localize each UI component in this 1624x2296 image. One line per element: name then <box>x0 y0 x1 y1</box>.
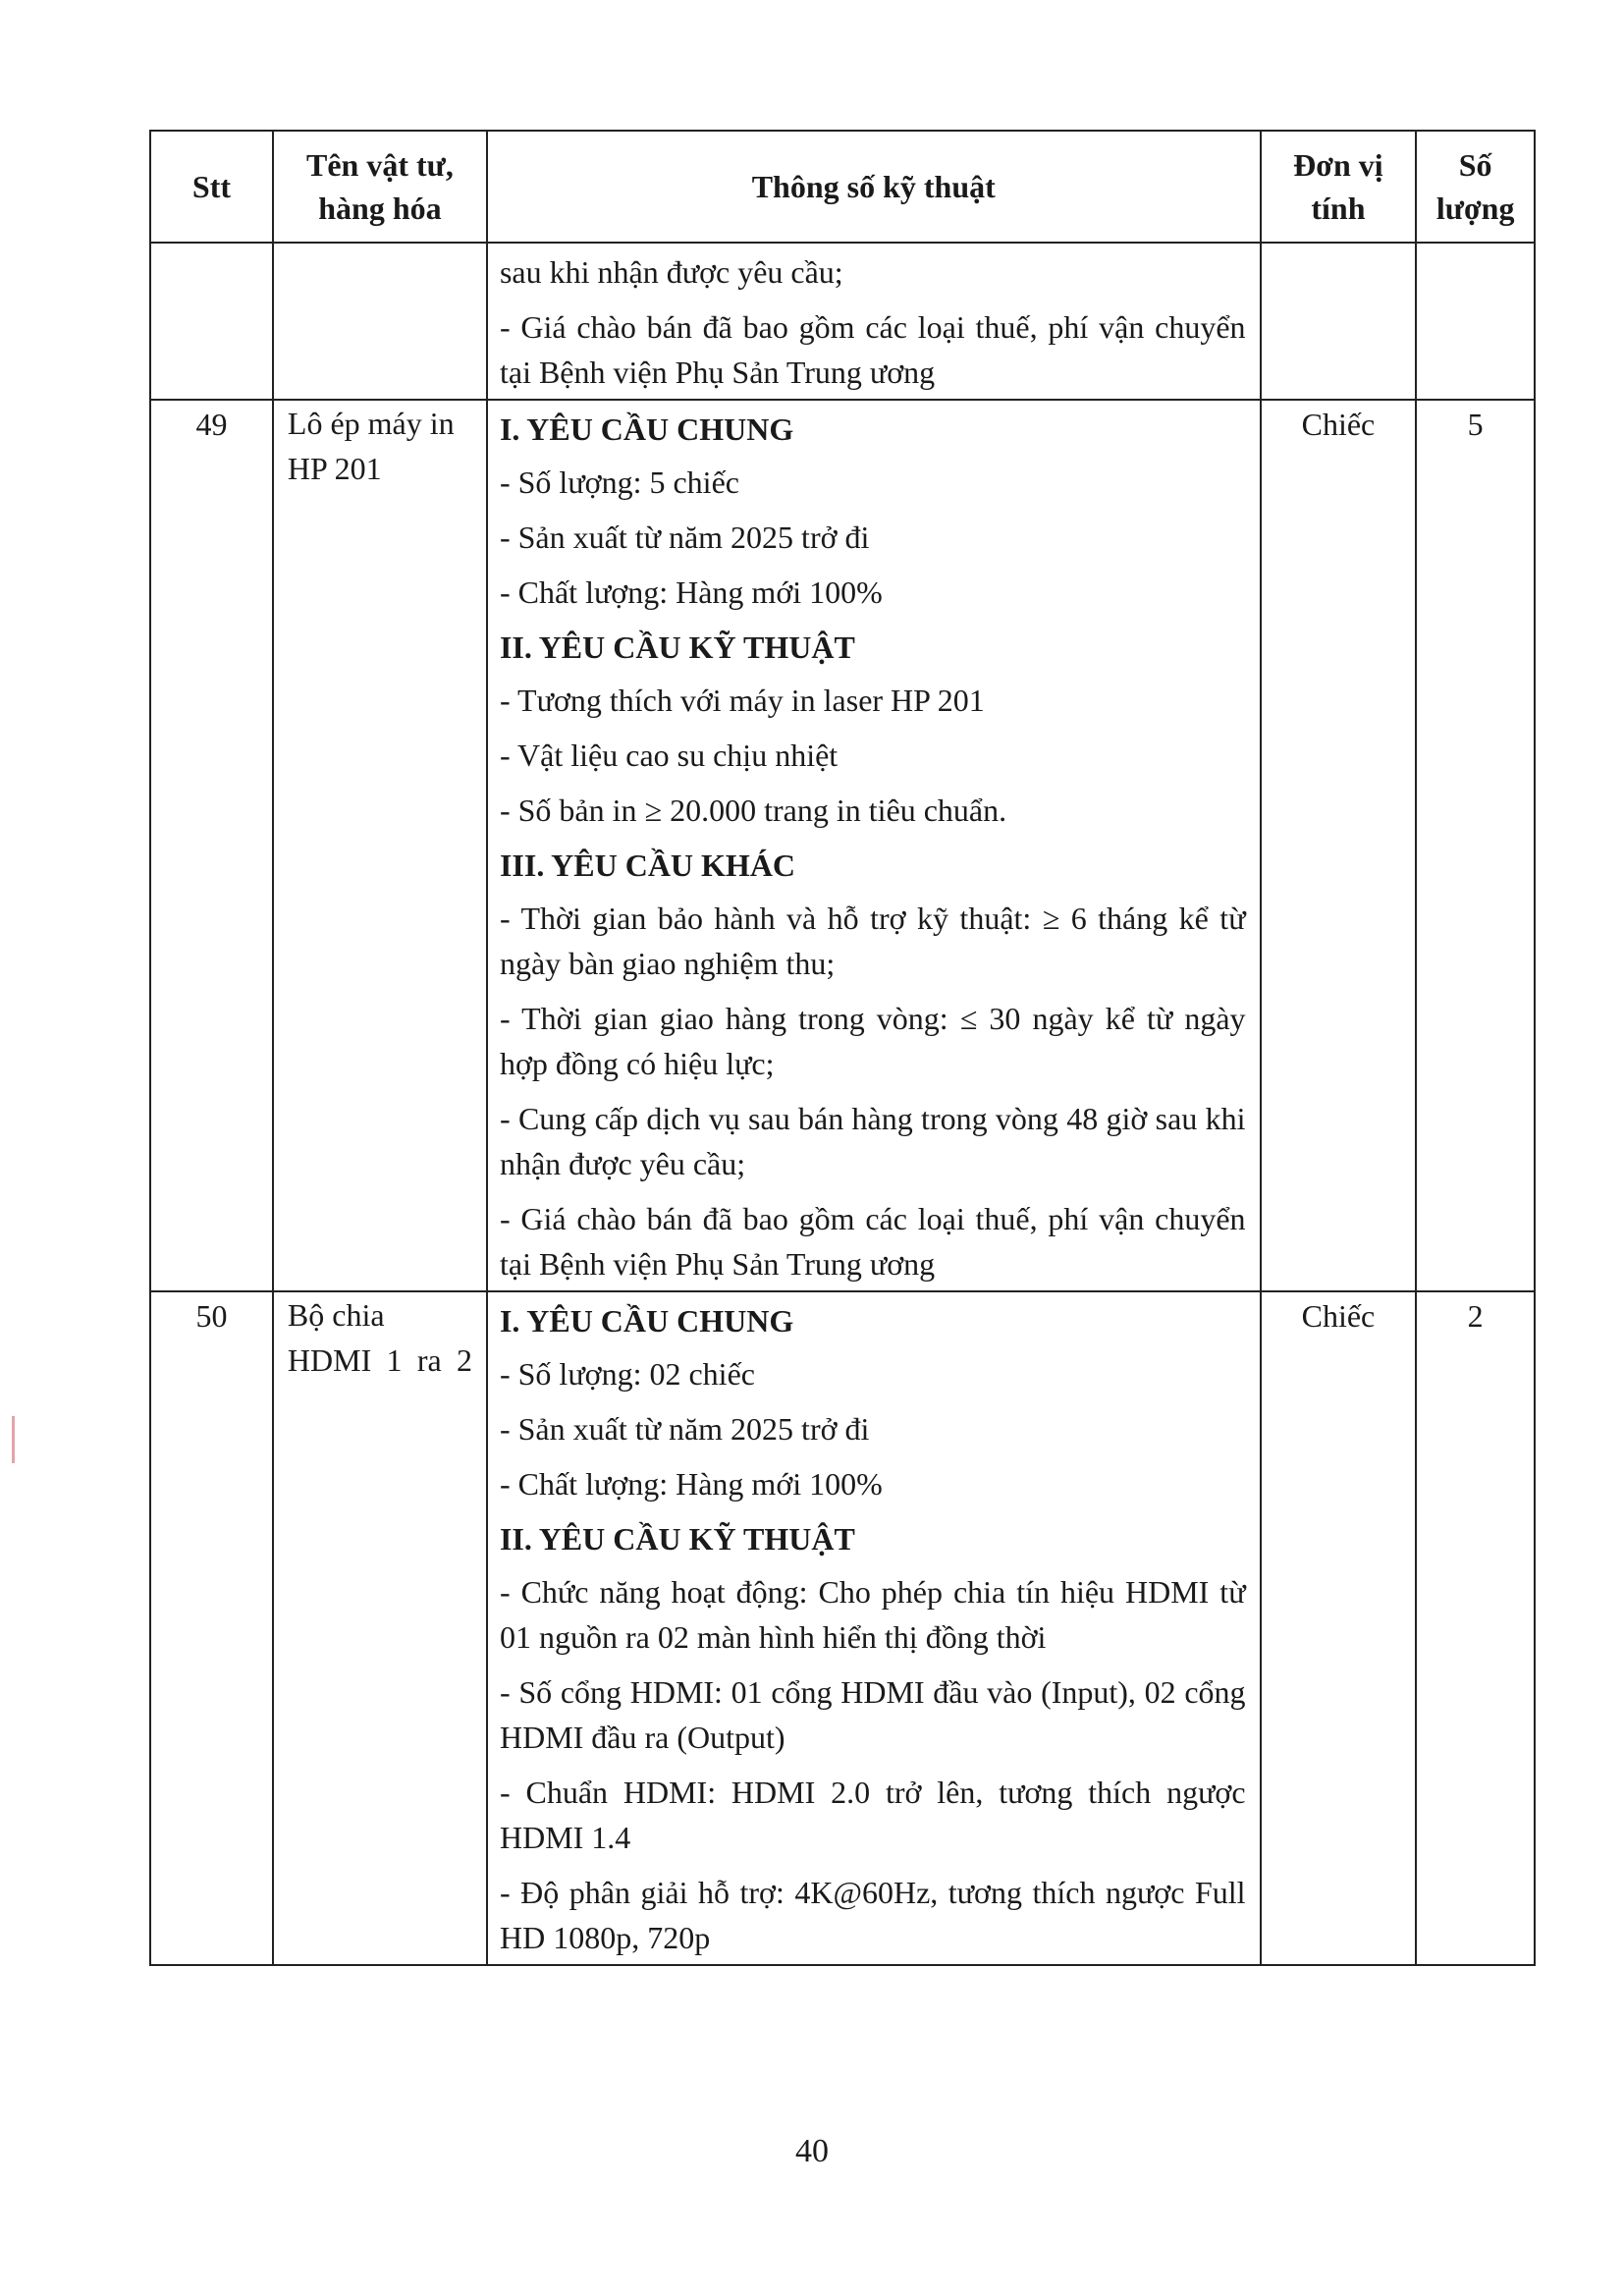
spec-line: - Chuẩn HDMI: HDMI 2.0 trở lên, tương thích ngược HDMI 1.4 <box>499 1775 1246 1855</box>
row-name: Lô ép máy in HP 201 <box>273 400 487 1291</box>
spec-line: - Sản xuất từ năm 2025 trở đi <box>499 519 870 555</box>
spec-heading: III. YÊU CẦU KHÁC <box>499 847 796 883</box>
row-stt: 50 <box>150 1291 273 1965</box>
row-stt: 49 <box>150 400 273 1291</box>
header-unit: Đơn vị tính <box>1261 131 1417 243</box>
spec-line: - Độ phân giải hỗ trợ: 4K@60Hz, tương thích ngược Full HD 1080p, 720p <box>499 1875 1246 1955</box>
spec-line: - Vật liệu cao su chịu nhiệt <box>499 738 839 773</box>
continuation-stt <box>150 243 273 400</box>
spec-heading: I. YÊU CẦU CHUNG <box>499 411 794 447</box>
spec-line: - Thời gian bảo hành và hỗ trợ kỹ thuật: ≥ 6 tháng kể từ ngày bàn giao nghiệm thu; <box>499 901 1246 981</box>
row-name: Bộ chia HDMI 1 ra 2 <box>273 1291 487 1965</box>
table-row <box>150 400 1535 1291</box>
spec-line: - Giá chào bán đã bao gồm các loại thuế, phí vận chuyển tại Bệnh viện Phụ Sản Trung ương <box>499 309 1246 390</box>
spec-line: - Số bản in ≥ 20.000 trang in tiêu chuẩn. <box>499 793 1007 828</box>
spec-line: sau khi nhận được yêu cầu; <box>499 254 843 290</box>
continuation-row <box>150 243 1535 400</box>
spec-heading: II. YÊU CẦU KỸ THUẬT <box>499 629 855 665</box>
continuation-qty <box>1416 243 1535 400</box>
specification-table <box>149 130 1536 1966</box>
spec-line: - Thời gian giao hàng trong vòng: ≤ 30 ngày kể từ ngày hợp đồng có hiệu lực; <box>499 1001 1246 1081</box>
spec-line: - Số lượng: 02 chiếc <box>499 1356 755 1392</box>
spec-line: - Số cổng HDMI: 01 cổng HDMI đầu vào (Input), 02 cổng HDMI đầu ra (Output) <box>499 1674 1246 1755</box>
row-spec <box>487 400 1261 1291</box>
row-spec <box>487 1291 1261 1965</box>
spec-heading: II. YÊU CẦU KỸ THUẬT <box>499 1521 855 1557</box>
spec-line: - Chất lượng: Hàng mới 100% <box>499 1466 883 1502</box>
spec-line: - Chức năng hoạt động: Cho phép chia tín hiệu HDMI từ 01 nguồn ra 02 màn hình hiển thị đồng thời <box>499 1574 1246 1655</box>
row-qty: 2 <box>1416 1291 1535 1965</box>
table-row <box>150 1291 1535 1965</box>
row-unit: Chiếc <box>1261 1291 1417 1965</box>
page-number: 40 <box>795 2133 829 2169</box>
header-qty: Số lượng <box>1416 131 1535 243</box>
spec-line: - Cung cấp dịch vụ sau bán hàng trong vòng 48 giờ sau khi nhận được yêu cầu; <box>499 1101 1246 1181</box>
header-spec: Thông số kỹ thuật <box>487 131 1261 243</box>
spec-line: - Giá chào bán đã bao gồm các loại thuế, phí vận chuyển tại Bệnh viện Phụ Sản Trung ương <box>499 1201 1246 1282</box>
table-header-row <box>150 131 1535 243</box>
continuation-spec <box>487 243 1261 400</box>
scan-artifact-mark <box>12 1416 15 1463</box>
spec-line: - Tương thích với máy in laser HP 201 <box>499 683 985 718</box>
row-qty: 5 <box>1416 400 1535 1291</box>
continuation-name <box>273 243 487 400</box>
spec-heading: I. YÊU CẦU CHUNG <box>499 1303 794 1339</box>
spec-line: - Chất lượng: Hàng mới 100% <box>499 574 883 610</box>
row-unit: Chiếc <box>1261 400 1417 1291</box>
spec-line: - Số lượng: 5 chiếc <box>499 465 739 500</box>
spec-line: - Sản xuất từ năm 2025 trở đi <box>499 1411 870 1447</box>
continuation-unit <box>1261 243 1417 400</box>
header-name: Tên vật tư, hàng hóa <box>273 131 487 243</box>
header-stt: Stt <box>150 131 273 243</box>
